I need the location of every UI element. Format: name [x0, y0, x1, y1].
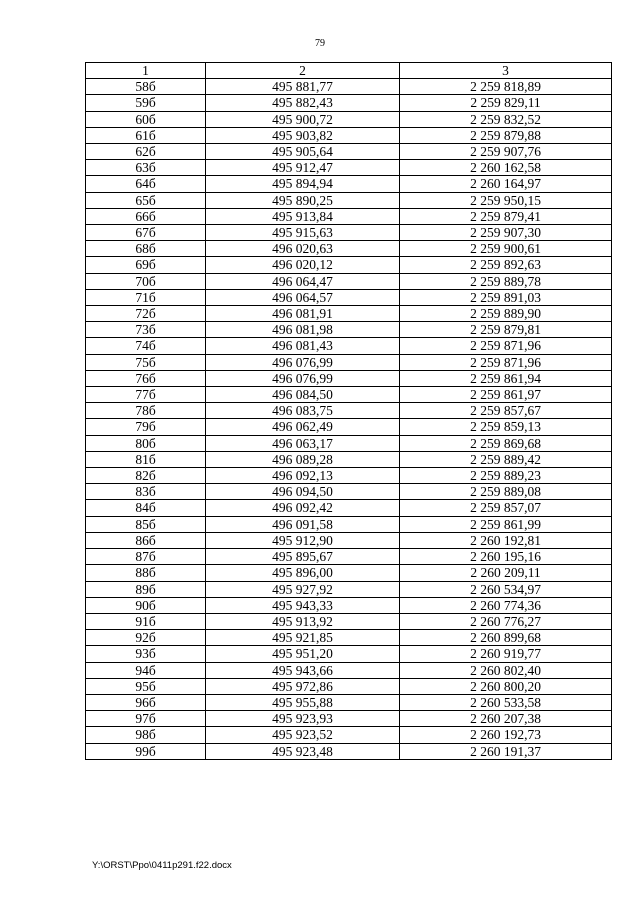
table-row: [86, 241, 612, 257]
x-coordinate-cell: 495 905,64: [206, 144, 400, 160]
point-id-cell: 59б: [86, 95, 206, 111]
x-coordinate-cell: 495 903,82: [206, 127, 400, 143]
point-id-cell: 83б: [86, 484, 206, 500]
x-coordinate-cell: 495 921,85: [206, 630, 400, 646]
y-coordinate-cell: 2 260 195,16: [400, 549, 612, 565]
table-row: [86, 111, 612, 127]
table-row: [86, 484, 612, 500]
column-header-2: 2: [206, 63, 400, 79]
x-coordinate-cell: 495 943,33: [206, 597, 400, 613]
y-coordinate-cell: 2 259 861,94: [400, 370, 612, 386]
table-row: [86, 451, 612, 467]
x-coordinate-cell: 496 064,57: [206, 289, 400, 305]
x-coordinate-cell: 496 020,63: [206, 241, 400, 257]
point-id-cell: 79б: [86, 419, 206, 435]
table-row: [86, 306, 612, 322]
table-row: [86, 549, 612, 565]
table-row: [86, 192, 612, 208]
y-coordinate-cell: 2 259 871,96: [400, 338, 612, 354]
x-coordinate-cell: 495 912,47: [206, 160, 400, 176]
y-coordinate-cell: 2 260 800,20: [400, 678, 612, 694]
point-id-cell: 63б: [86, 160, 206, 176]
y-coordinate-cell: 2 260 207,38: [400, 711, 612, 727]
point-id-cell: 96б: [86, 694, 206, 710]
x-coordinate-cell: 495 923,52: [206, 727, 400, 743]
x-coordinate-cell: 496 020,12: [206, 257, 400, 273]
x-coordinate-cell: 495 912,90: [206, 532, 400, 548]
point-id-cell: 74б: [86, 338, 206, 354]
point-id-cell: 75б: [86, 354, 206, 370]
x-coordinate-cell: 496 092,42: [206, 500, 400, 516]
table-header-row: [86, 63, 612, 79]
y-coordinate-cell: 2 259 857,67: [400, 403, 612, 419]
x-coordinate-cell: 496 064,47: [206, 273, 400, 289]
x-coordinate-cell: 495 894,94: [206, 176, 400, 192]
column-header-1: 1: [86, 63, 206, 79]
column-header-3: 3: [400, 63, 612, 79]
table-row: [86, 160, 612, 176]
table-row: [86, 565, 612, 581]
y-coordinate-cell: 2 259 869,68: [400, 435, 612, 451]
table-row: [86, 532, 612, 548]
point-id-cell: 70б: [86, 273, 206, 289]
document-file-path: Y:\ORST\Ppo\0411p291.f22.docx: [92, 860, 232, 871]
x-coordinate-cell: 495 915,63: [206, 225, 400, 241]
point-id-cell: 92б: [86, 630, 206, 646]
y-coordinate-cell: 2 259 950,15: [400, 192, 612, 208]
x-coordinate-cell: 496 081,98: [206, 322, 400, 338]
y-coordinate-cell: 2 260 192,73: [400, 727, 612, 743]
x-coordinate-cell: 496 089,28: [206, 451, 400, 467]
y-coordinate-cell: 2 259 871,96: [400, 354, 612, 370]
table-row: [86, 208, 612, 224]
point-id-cell: 87б: [86, 549, 206, 565]
x-coordinate-cell: 495 943,66: [206, 662, 400, 678]
y-coordinate-cell: 2 260 164,97: [400, 176, 612, 192]
point-id-cell: 77б: [86, 387, 206, 403]
point-id-cell: 90б: [86, 597, 206, 613]
y-coordinate-cell: 2 259 879,41: [400, 208, 612, 224]
table-row: [86, 370, 612, 386]
x-coordinate-cell: 496 083,75: [206, 403, 400, 419]
table-row: [86, 516, 612, 532]
point-id-cell: 72б: [86, 306, 206, 322]
table-row: [86, 435, 612, 451]
y-coordinate-cell: 2 260 192,81: [400, 532, 612, 548]
table-row: [86, 338, 612, 354]
y-coordinate-cell: 2 259 889,42: [400, 451, 612, 467]
y-coordinate-cell: 2 259 889,08: [400, 484, 612, 500]
x-coordinate-cell: 495 913,92: [206, 613, 400, 629]
y-coordinate-cell: 2 260 776,27: [400, 613, 612, 629]
point-id-cell: 80б: [86, 435, 206, 451]
x-coordinate-cell: 495 913,84: [206, 208, 400, 224]
x-coordinate-cell: 495 923,48: [206, 743, 400, 759]
y-coordinate-cell: 2 260 919,77: [400, 646, 612, 662]
y-coordinate-cell: 2 259 861,99: [400, 516, 612, 532]
point-id-cell: 58б: [86, 79, 206, 95]
y-coordinate-cell: 2 259 879,88: [400, 127, 612, 143]
x-coordinate-cell: 496 094,50: [206, 484, 400, 500]
table-row: [86, 630, 612, 646]
table-row: [86, 176, 612, 192]
point-id-cell: 84б: [86, 500, 206, 516]
table-row: [86, 387, 612, 403]
x-coordinate-cell: 496 081,91: [206, 306, 400, 322]
point-id-cell: 91б: [86, 613, 206, 629]
y-coordinate-cell: 2 259 891,03: [400, 289, 612, 305]
point-id-cell: 81б: [86, 451, 206, 467]
table-row: [86, 581, 612, 597]
y-coordinate-cell: 2 260 191,37: [400, 743, 612, 759]
table-row: [86, 743, 612, 759]
y-coordinate-cell: 2 260 802,40: [400, 662, 612, 678]
x-coordinate-cell: 495 895,67: [206, 549, 400, 565]
table-row: [86, 500, 612, 516]
x-coordinate-cell: 495 896,00: [206, 565, 400, 581]
y-coordinate-cell: 2 259 900,61: [400, 241, 612, 257]
table-row: [86, 144, 612, 160]
point-id-cell: 66б: [86, 208, 206, 224]
x-coordinate-cell: 496 076,99: [206, 354, 400, 370]
table-row: [86, 694, 612, 710]
y-coordinate-cell: 2 259 889,23: [400, 468, 612, 484]
table-row: [86, 678, 612, 694]
x-coordinate-cell: 496 084,50: [206, 387, 400, 403]
y-coordinate-cell: 2 259 859,13: [400, 419, 612, 435]
y-coordinate-cell: 2 259 907,30: [400, 225, 612, 241]
table-row: [86, 257, 612, 273]
y-coordinate-cell: 2 260 209,11: [400, 565, 612, 581]
point-id-cell: 76б: [86, 370, 206, 386]
table-row: [86, 95, 612, 111]
table-row: [86, 646, 612, 662]
table-row: [86, 419, 612, 435]
y-coordinate-cell: 2 260 162,58: [400, 160, 612, 176]
table-row: [86, 273, 612, 289]
table-row: [86, 403, 612, 419]
page-number: 79: [315, 38, 325, 49]
table-body: [86, 79, 612, 760]
table-row: [86, 225, 612, 241]
table-row: [86, 354, 612, 370]
y-coordinate-cell: 2 259 861,97: [400, 387, 612, 403]
x-coordinate-cell: 495 972,86: [206, 678, 400, 694]
table-row: [86, 289, 612, 305]
y-coordinate-cell: 2 259 907,76: [400, 144, 612, 160]
x-coordinate-cell: 495 900,72: [206, 111, 400, 127]
coordinates-table: [85, 62, 612, 760]
x-coordinate-cell: 496 063,17: [206, 435, 400, 451]
table-row: [86, 322, 612, 338]
point-id-cell: 86б: [86, 532, 206, 548]
point-id-cell: 60б: [86, 111, 206, 127]
y-coordinate-cell: 2 259 829,11: [400, 95, 612, 111]
x-coordinate-cell: 495 955,88: [206, 694, 400, 710]
point-id-cell: 78б: [86, 403, 206, 419]
y-coordinate-cell: 2 259 892,63: [400, 257, 612, 273]
y-coordinate-cell: 2 260 774,36: [400, 597, 612, 613]
table-row: [86, 127, 612, 143]
point-id-cell: 95б: [86, 678, 206, 694]
point-id-cell: 98б: [86, 727, 206, 743]
y-coordinate-cell: 2 259 818,89: [400, 79, 612, 95]
point-id-cell: 62б: [86, 144, 206, 160]
table-row: [86, 662, 612, 678]
x-coordinate-cell: 495 927,92: [206, 581, 400, 597]
y-coordinate-cell: 2 260 899,68: [400, 630, 612, 646]
x-coordinate-cell: 495 923,93: [206, 711, 400, 727]
x-coordinate-cell: 496 062,49: [206, 419, 400, 435]
point-id-cell: 69б: [86, 257, 206, 273]
table-row: [86, 597, 612, 613]
y-coordinate-cell: 2 260 533,58: [400, 694, 612, 710]
x-coordinate-cell: 495 881,77: [206, 79, 400, 95]
point-id-cell: 85б: [86, 516, 206, 532]
point-id-cell: 68б: [86, 241, 206, 257]
point-id-cell: 65б: [86, 192, 206, 208]
x-coordinate-cell: 496 076,99: [206, 370, 400, 386]
y-coordinate-cell: 2 259 832,52: [400, 111, 612, 127]
point-id-cell: 73б: [86, 322, 206, 338]
point-id-cell: 61б: [86, 127, 206, 143]
x-coordinate-cell: 496 091,58: [206, 516, 400, 532]
x-coordinate-cell: 495 882,43: [206, 95, 400, 111]
y-coordinate-cell: 2 260 534,97: [400, 581, 612, 597]
x-coordinate-cell: 495 951,20: [206, 646, 400, 662]
point-id-cell: 89б: [86, 581, 206, 597]
point-id-cell: 97б: [86, 711, 206, 727]
y-coordinate-cell: 2 259 889,78: [400, 273, 612, 289]
point-id-cell: 88б: [86, 565, 206, 581]
table-row: [86, 79, 612, 95]
point-id-cell: 99б: [86, 743, 206, 759]
table-row: [86, 727, 612, 743]
point-id-cell: 93б: [86, 646, 206, 662]
y-coordinate-cell: 2 259 879,81: [400, 322, 612, 338]
x-coordinate-cell: 495 890,25: [206, 192, 400, 208]
y-coordinate-cell: 2 259 889,90: [400, 306, 612, 322]
point-id-cell: 64б: [86, 176, 206, 192]
point-id-cell: 71б: [86, 289, 206, 305]
x-coordinate-cell: 496 092,13: [206, 468, 400, 484]
table-row: [86, 468, 612, 484]
y-coordinate-cell: 2 259 857,07: [400, 500, 612, 516]
point-id-cell: 67б: [86, 225, 206, 241]
x-coordinate-cell: 496 081,43: [206, 338, 400, 354]
table-row: [86, 613, 612, 629]
point-id-cell: 94б: [86, 662, 206, 678]
point-id-cell: 82б: [86, 468, 206, 484]
table-row: [86, 711, 612, 727]
